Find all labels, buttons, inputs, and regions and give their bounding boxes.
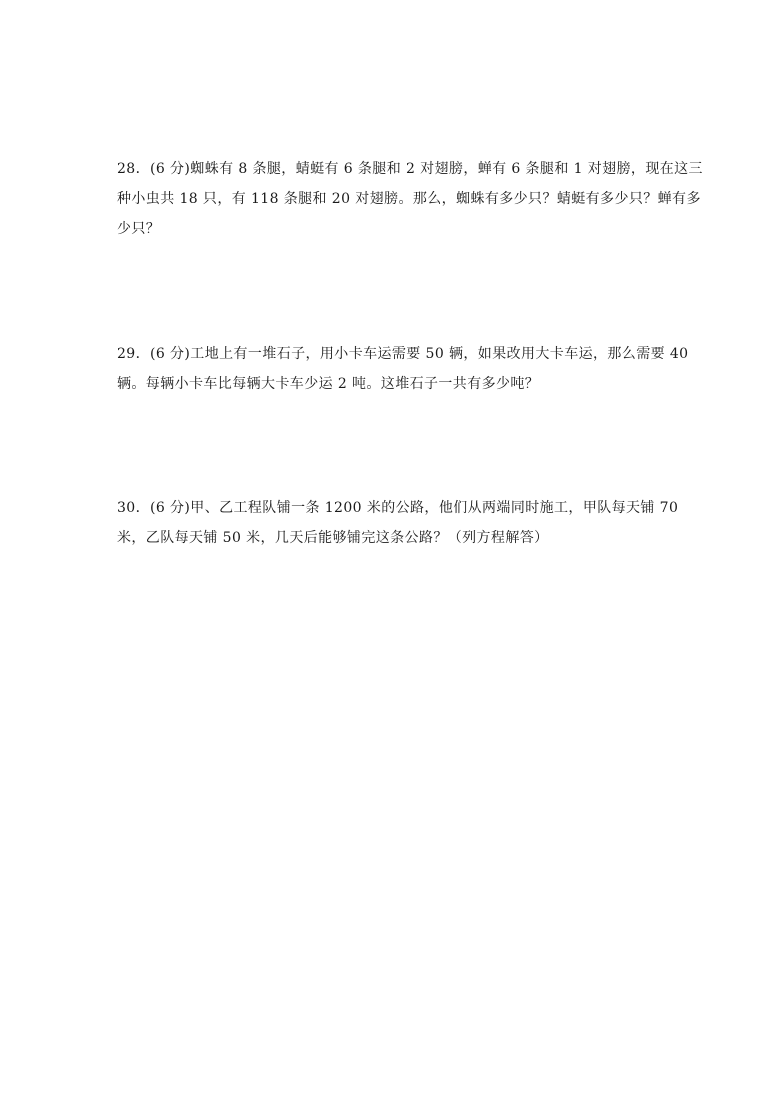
question-text-line: 30．(6 分)甲、乙工程队铺一条 1200 米的公路，他们从两端同时施工，甲队每天铺 70 — [117, 500, 679, 516]
question-text-line: 辆。每辆小卡车比每辆大卡车少运 2 吨。这堆石子一共有多少吨？ — [117, 376, 540, 392]
question-30 — [117, 493, 679, 553]
question-text-line: 种小虫共 18 只，有 118 条腿和 20 对翅膀。那么，蜘蛛有多少只？蜻蜓有多少只？蝉有多 — [117, 191, 701, 207]
question-29 — [117, 339, 689, 399]
question-28 — [117, 154, 703, 244]
question-text-line: 米，乙队每天铺 50 米，几天后能够铺完这条公路？（列方程解答） — [117, 530, 549, 546]
question-text-line: 28．(6 分)蜘蛛有 8 条腿，蜻蜓有 6 条腿和 2 对翅膀，蝉有 6 条腿和 1 对翅膀，现在这三 — [117, 161, 703, 177]
question-text-line: 少只？ — [117, 221, 161, 237]
question-text-line: 29．(6 分)工地上有一堆石子，用小卡车运需要 50 辆，如果改用大卡车运，那么需要 40 — [117, 346, 689, 362]
